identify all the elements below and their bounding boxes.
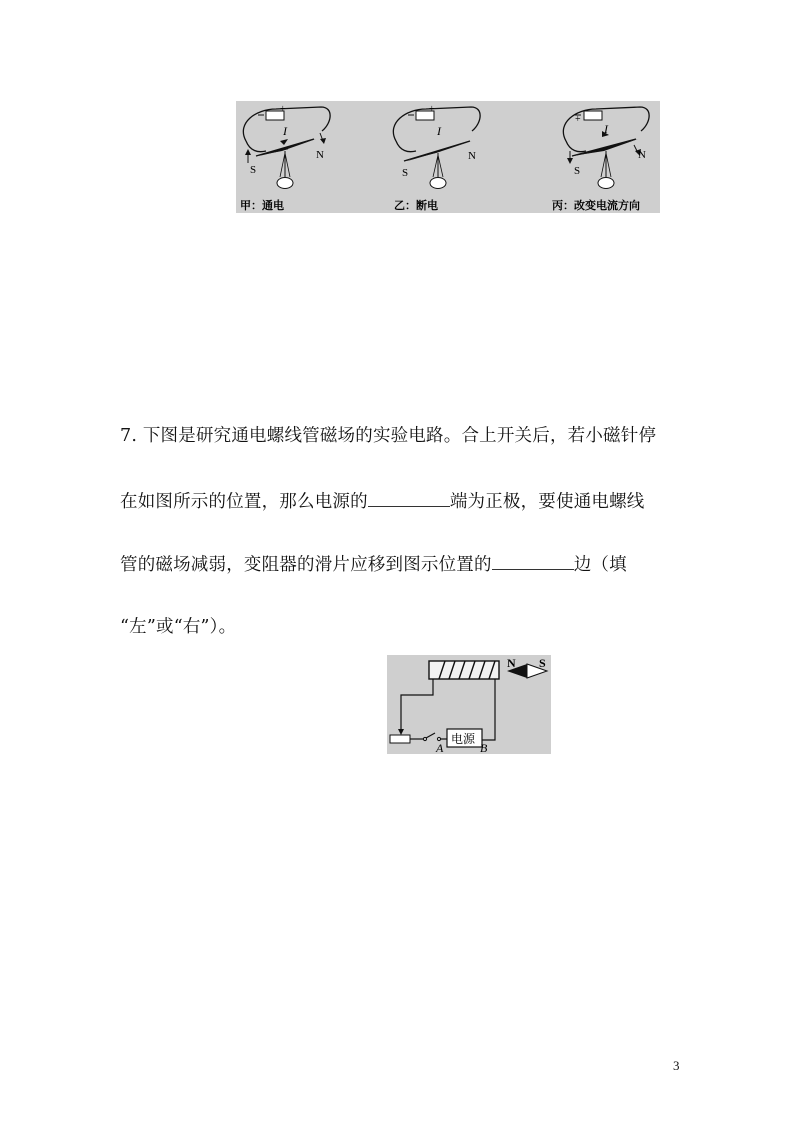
panel-1-battery-sign: + [280, 104, 286, 115]
question-7-line-2-after: 端为正极，要使通电螺线 [449, 492, 645, 512]
panel-3-needle-n: N [638, 149, 646, 161]
figure-needle-experiment [236, 101, 660, 213]
question-7-line-3 [120, 553, 690, 575]
panel-2-battery-sign: + [429, 104, 435, 115]
power-source-label: 电源 [451, 732, 476, 746]
rheostat [390, 735, 410, 743]
terminal-a-label: A [436, 741, 444, 754]
question-7-line-2-before: 在如图所示的位置，那么电源的 [120, 492, 368, 512]
panel-3-battery-sign: + [575, 114, 581, 125]
panel-3-caption: 丙：改变电流方向 [552, 199, 640, 212]
panel-1-caption: 甲：通电 [240, 199, 284, 212]
panel-2-caption: 乙：断电 [394, 199, 438, 212]
answer-blank-2[interactable] [492, 553, 574, 570]
panel-3-needle-s: S [574, 165, 581, 177]
panel-2-current-label: I [437, 124, 441, 138]
panel-1-needle-s: S [250, 164, 257, 176]
question-7-line-3-after: 边（填 [573, 555, 627, 575]
panel-1-current-label: I [283, 124, 287, 138]
panel-1-needle-n: N [316, 149, 324, 161]
answer-blank-1[interactable] [368, 490, 450, 507]
terminal-b-label: B [480, 741, 488, 754]
page-number: 3 [673, 1058, 680, 1073]
question-7-line-3-before: 管的磁场减弱，变阻器的滑片应移到图示位置的 [120, 555, 492, 575]
figure-solenoid-circuit [387, 655, 551, 754]
solenoid [429, 661, 499, 679]
question-7-line-2 [120, 490, 690, 512]
panel-3-current-label: I [604, 122, 608, 136]
question-7-line-4: “左”或“右”）。 [120, 617, 237, 637]
panel-2-needle-s: S [402, 167, 409, 179]
question-7-line-1: 7. 下图是研究通电螺线管磁场的实验电路。合上开关后，若小磁针停 [120, 426, 657, 446]
panel-2-needle-n: N [468, 150, 476, 162]
needle-s-label: S [539, 656, 546, 670]
needle-n-label: N [507, 656, 516, 670]
